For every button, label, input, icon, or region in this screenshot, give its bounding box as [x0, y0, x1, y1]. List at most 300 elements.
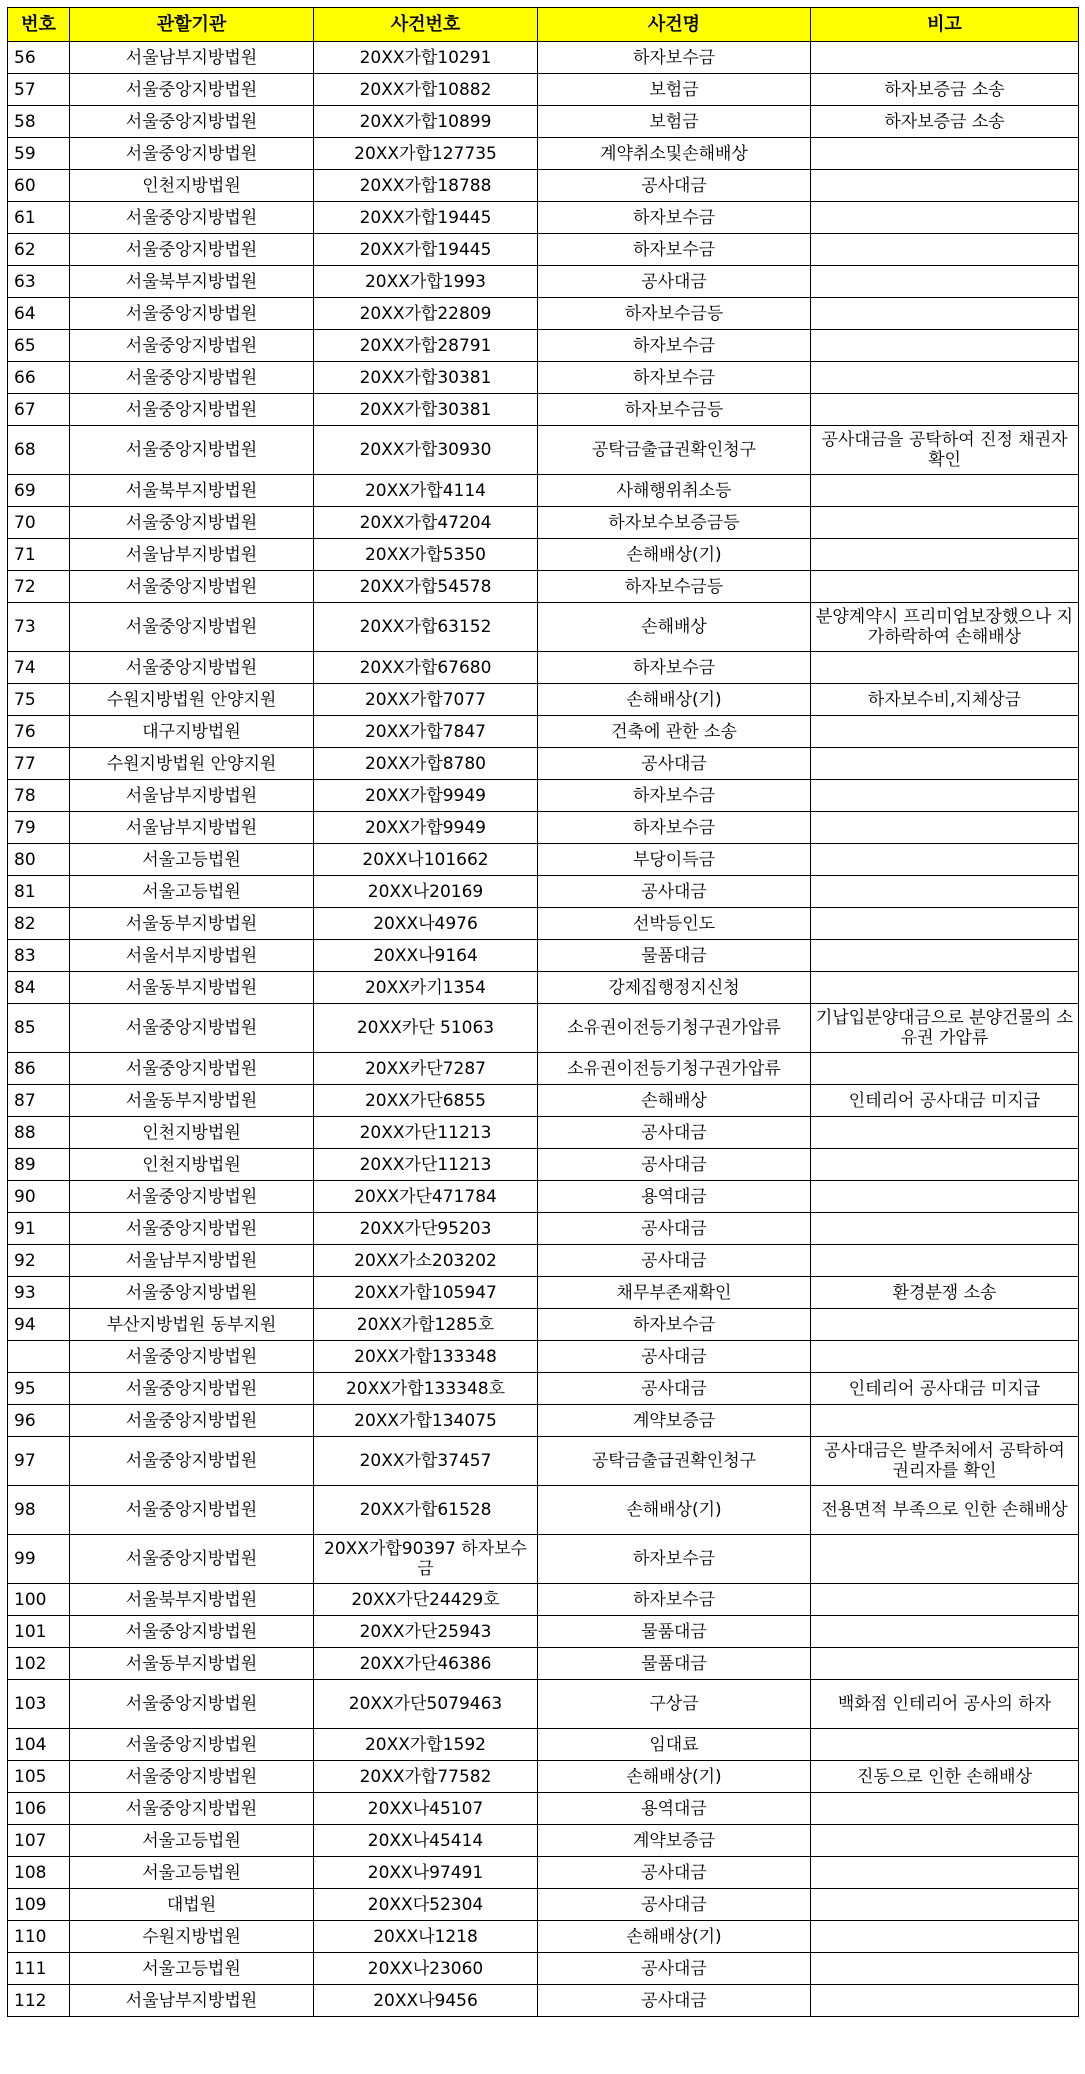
cell-note[interactable]: 하자보증금 소송 [811, 106, 1079, 138]
cell-case-name[interactable]: 손해배상(기) [538, 1761, 811, 1793]
cell-court[interactable]: 서울남부지방법원 [70, 539, 314, 571]
cell-case-no[interactable]: 20XX나97491 [314, 1857, 538, 1889]
table-row[interactable] [8, 266, 1079, 298]
cell-case-name[interactable]: 물품대금 [538, 1616, 811, 1648]
cell-case-name[interactable]: 손해배상(기) [538, 1921, 811, 1953]
cell-court[interactable]: 서울중앙지방법원 [70, 1486, 314, 1535]
table-row[interactable] [8, 716, 1079, 748]
cell-note[interactable] [811, 1889, 1079, 1921]
cell-no[interactable]: 95 [8, 1373, 70, 1405]
cell-case-no[interactable]: 20XX가합30930 [314, 426, 538, 475]
cell-case-name[interactable]: 하자보수금 [538, 362, 811, 394]
table-row[interactable] [8, 1616, 1079, 1648]
cell-no[interactable]: 85 [8, 1004, 70, 1053]
table-row[interactable] [8, 1729, 1079, 1761]
table-row[interactable] [8, 106, 1079, 138]
cell-court[interactable]: 서울남부지방법원 [70, 1245, 314, 1277]
cell-case-name[interactable]: 건축에 관한 소송 [538, 716, 811, 748]
cell-note[interactable]: 하자보증금 소송 [811, 74, 1079, 106]
cell-note[interactable] [811, 748, 1079, 780]
cell-no[interactable]: 83 [8, 940, 70, 972]
table-row[interactable] [8, 1857, 1079, 1889]
table-row[interactable] [8, 1405, 1079, 1437]
cell-case-name[interactable]: 공사대금 [538, 1889, 811, 1921]
cell-case-name[interactable]: 사해행위취소등 [538, 475, 811, 507]
table-row[interactable] [8, 1117, 1079, 1149]
cell-note[interactable]: 기납입분양대금으로 분양건물의 소유권 가압류 [811, 1004, 1079, 1053]
cell-court[interactable]: 서울북부지방법원 [70, 1584, 314, 1616]
cell-no[interactable]: 112 [8, 1985, 70, 2017]
cell-case-no[interactable]: 20XX가합9949 [314, 780, 538, 812]
cell-case-name[interactable]: 하자보수금 [538, 1535, 811, 1584]
cell-no[interactable]: 92 [8, 1245, 70, 1277]
table-row[interactable] [8, 74, 1079, 106]
cell-case-no[interactable]: 20XX가합1285호 [314, 1309, 538, 1341]
cell-note[interactable] [811, 1245, 1079, 1277]
table-row[interactable] [8, 362, 1079, 394]
cell-case-name[interactable]: 공사대금 [538, 170, 811, 202]
cell-note[interactable] [811, 1729, 1079, 1761]
cell-no[interactable]: 94 [8, 1309, 70, 1341]
cell-case-no[interactable]: 20XX가합1592 [314, 1729, 538, 1761]
table-row[interactable] [8, 234, 1079, 266]
table-row[interactable] [8, 1277, 1079, 1309]
cell-case-name[interactable]: 임대료 [538, 1729, 811, 1761]
cell-case-no[interactable]: 20XX가합28791 [314, 330, 538, 362]
cell-no[interactable]: 110 [8, 1921, 70, 1953]
cell-case-no[interactable]: 20XX가합37457 [314, 1437, 538, 1486]
cell-note[interactable] [811, 1648, 1079, 1680]
cell-court[interactable]: 서울중앙지방법원 [70, 362, 314, 394]
cell-case-no[interactable]: 20XX나4976 [314, 908, 538, 940]
cell-no[interactable]: 88 [8, 1117, 70, 1149]
cell-note[interactable] [811, 780, 1079, 812]
table-row[interactable] [8, 1373, 1079, 1405]
cell-case-no[interactable]: 20XX가단95203 [314, 1213, 538, 1245]
cell-case-name[interactable]: 계약보증금 [538, 1405, 811, 1437]
table-row[interactable] [8, 298, 1079, 330]
cell-case-name[interactable]: 공사대금 [538, 1857, 811, 1889]
cell-case-name[interactable]: 공사대금 [538, 1245, 811, 1277]
cell-no[interactable]: 70 [8, 507, 70, 539]
cell-no[interactable]: 68 [8, 426, 70, 475]
table-row[interactable] [8, 1584, 1079, 1616]
cell-no[interactable]: 72 [8, 571, 70, 603]
cell-court[interactable]: 서울남부지방법원 [70, 780, 314, 812]
cell-court[interactable]: 수원지방법원 안양지원 [70, 684, 314, 716]
cell-court[interactable]: 서울중앙지방법원 [70, 1004, 314, 1053]
cell-case-name[interactable]: 공사대금 [538, 1953, 811, 1985]
cell-court[interactable]: 서울중앙지방법원 [70, 507, 314, 539]
table-row[interactable] [8, 1149, 1079, 1181]
cell-case-no[interactable]: 20XX카단7287 [314, 1053, 538, 1085]
cell-court[interactable]: 서울고등법원 [70, 1953, 314, 1985]
cell-no[interactable]: 56 [8, 42, 70, 74]
cell-no[interactable]: 63 [8, 266, 70, 298]
cell-note[interactable] [811, 1149, 1079, 1181]
cell-case-name[interactable]: 손해배상 [538, 1085, 811, 1117]
table-row[interactable] [8, 876, 1079, 908]
cell-no[interactable]: 75 [8, 684, 70, 716]
cell-note[interactable] [811, 1921, 1079, 1953]
table-row[interactable] [8, 603, 1079, 652]
cell-case-name[interactable]: 하자보수금 [538, 812, 811, 844]
cell-case-no[interactable]: 20XX가합30381 [314, 362, 538, 394]
cell-case-no[interactable]: 20XX가단6855 [314, 1085, 538, 1117]
table-row[interactable] [8, 1085, 1079, 1117]
cell-note[interactable]: 공사대금은 발주처에서 공탁하여 권리자를 확인 [811, 1437, 1079, 1486]
cell-no[interactable]: 65 [8, 330, 70, 362]
cell-case-name[interactable]: 하자보수금등 [538, 298, 811, 330]
cell-case-name[interactable]: 하자보수보증금등 [538, 507, 811, 539]
cell-case-no[interactable]: 20XX나9456 [314, 1985, 538, 2017]
cell-note[interactable] [811, 170, 1079, 202]
cell-case-name[interactable]: 하자보수금 [538, 202, 811, 234]
cell-case-no[interactable]: 20XX가합4114 [314, 475, 538, 507]
cell-no[interactable]: 99 [8, 1535, 70, 1584]
cell-case-no[interactable]: 20XX가합67680 [314, 652, 538, 684]
cell-no[interactable]: 97 [8, 1437, 70, 1486]
cell-note[interactable] [811, 266, 1079, 298]
cell-note[interactable] [811, 972, 1079, 1004]
table-row[interactable] [8, 1793, 1079, 1825]
cell-case-no[interactable]: 20XX나1218 [314, 1921, 538, 1953]
table-row[interactable] [8, 812, 1079, 844]
cell-note[interactable] [811, 1341, 1079, 1373]
cell-case-no[interactable]: 20XX가소203202 [314, 1245, 538, 1277]
table-row[interactable] [8, 908, 1079, 940]
table-row[interactable] [8, 330, 1079, 362]
cell-case-no[interactable]: 20XX가단5079463 [314, 1680, 538, 1729]
cell-case-name[interactable]: 용역대금 [538, 1181, 811, 1213]
cell-case-name[interactable]: 하자보수금 [538, 1309, 811, 1341]
cell-note[interactable]: 인테리어 공사대금 미지급 [811, 1373, 1079, 1405]
cell-case-no[interactable]: 20XX가합105947 [314, 1277, 538, 1309]
cell-case-no[interactable]: 20XX가합10899 [314, 106, 538, 138]
cell-case-no[interactable]: 20XX가합134075 [314, 1405, 538, 1437]
cell-case-name[interactable]: 소유권이전등기청구권가압류 [538, 1053, 811, 1085]
cell-note[interactable]: 백화점 인테리어 공사의 하자 [811, 1680, 1079, 1729]
cell-court[interactable]: 서울중앙지방법원 [70, 1729, 314, 1761]
cell-case-name[interactable]: 공사대금 [538, 1117, 811, 1149]
cell-no[interactable]: 107 [8, 1825, 70, 1857]
table-row[interactable] [8, 426, 1079, 475]
cell-no[interactable]: 58 [8, 106, 70, 138]
cell-note[interactable] [811, 652, 1079, 684]
cell-note[interactable] [811, 42, 1079, 74]
cell-court[interactable]: 서울중앙지방법원 [70, 106, 314, 138]
cell-case-no[interactable]: 20XX나101662 [314, 844, 538, 876]
table-row[interactable] [8, 652, 1079, 684]
cell-note[interactable] [811, 202, 1079, 234]
cell-no[interactable]: 73 [8, 603, 70, 652]
cell-court[interactable]: 서울중앙지방법원 [70, 1341, 314, 1373]
table-row[interactable] [8, 170, 1079, 202]
cell-no[interactable]: 79 [8, 812, 70, 844]
cell-note[interactable] [811, 571, 1079, 603]
cell-no[interactable]: 74 [8, 652, 70, 684]
cell-note[interactable] [811, 1584, 1079, 1616]
cell-note[interactable] [811, 298, 1079, 330]
cell-case-no[interactable]: 20XX가합8780 [314, 748, 538, 780]
cell-note[interactable] [811, 716, 1079, 748]
cell-case-name[interactable]: 공사대금 [538, 1373, 811, 1405]
cell-case-name[interactable]: 계약취소및손해배상 [538, 138, 811, 170]
cell-note[interactable] [811, 1117, 1079, 1149]
cell-court[interactable]: 서울고등법원 [70, 1857, 314, 1889]
cell-note[interactable]: 인테리어 공사대금 미지급 [811, 1085, 1079, 1117]
cell-note[interactable] [811, 1309, 1079, 1341]
cell-case-no[interactable]: 20XX가단11213 [314, 1149, 538, 1181]
cell-case-no[interactable]: 20XX가합5350 [314, 539, 538, 571]
cell-case-no[interactable]: 20XX가합19445 [314, 234, 538, 266]
cell-case-name[interactable]: 공사대금 [538, 1341, 811, 1373]
cell-no[interactable]: 67 [8, 394, 70, 426]
cell-note[interactable] [811, 1053, 1079, 1085]
cell-case-name[interactable]: 부당이득금 [538, 844, 811, 876]
cell-case-name[interactable]: 하자보수금 [538, 652, 811, 684]
table-row[interactable] [8, 1486, 1079, 1535]
table-row[interactable] [8, 1535, 1079, 1584]
cell-case-no[interactable]: 20XX가합7077 [314, 684, 538, 716]
cell-case-no[interactable]: 20XX가단25943 [314, 1616, 538, 1648]
cell-note[interactable] [811, 1616, 1079, 1648]
table-row[interactable] [8, 1825, 1079, 1857]
cell-note[interactable] [811, 1405, 1079, 1437]
cell-note[interactable]: 하자보수비,지체상금 [811, 684, 1079, 716]
cell-note[interactable] [811, 234, 1079, 266]
cell-case-no[interactable]: 20XX나23060 [314, 1953, 538, 1985]
cell-court[interactable]: 서울중앙지방법원 [70, 74, 314, 106]
cell-case-name[interactable]: 강제집행정지신청 [538, 972, 811, 1004]
table-row[interactable] [8, 507, 1079, 539]
cell-note[interactable] [811, 539, 1079, 571]
cell-note[interactable] [811, 1953, 1079, 1985]
cell-note[interactable] [811, 1535, 1079, 1584]
cell-note[interactable] [811, 940, 1079, 972]
table-row[interactable] [8, 1889, 1079, 1921]
cell-case-name[interactable]: 손해배상(기) [538, 684, 811, 716]
cell-case-no[interactable]: 20XX가합54578 [314, 571, 538, 603]
cell-no[interactable]: 61 [8, 202, 70, 234]
cell-case-no[interactable]: 20XX가단46386 [314, 1648, 538, 1680]
cell-no[interactable]: 101 [8, 1616, 70, 1648]
cell-court[interactable]: 서울중앙지방법원 [70, 1793, 314, 1825]
cell-note[interactable] [811, 507, 1079, 539]
cell-no[interactable]: 71 [8, 539, 70, 571]
cell-case-no[interactable]: 20XX가단471784 [314, 1181, 538, 1213]
cell-no[interactable]: 80 [8, 844, 70, 876]
cell-no[interactable]: 76 [8, 716, 70, 748]
cell-note[interactable] [811, 362, 1079, 394]
cell-court[interactable]: 대구지방법원 [70, 716, 314, 748]
cell-note[interactable]: 공사대금을 공탁하여 진정 채권자 확인 [811, 426, 1079, 475]
cell-case-name[interactable]: 하자보수금 [538, 330, 811, 362]
cell-no[interactable]: 62 [8, 234, 70, 266]
cell-court[interactable]: 서울중앙지방법원 [70, 330, 314, 362]
table-row[interactable] [8, 1213, 1079, 1245]
cell-court[interactable]: 서울중앙지방법원 [70, 652, 314, 684]
table-row[interactable] [8, 1761, 1079, 1793]
cell-case-no[interactable]: 20XX가합47204 [314, 507, 538, 539]
cell-court[interactable]: 서울고등법원 [70, 1825, 314, 1857]
table-row[interactable] [8, 1953, 1079, 1985]
cell-court[interactable]: 서울중앙지방법원 [70, 571, 314, 603]
cell-case-no[interactable]: 20XX가합133348호 [314, 1373, 538, 1405]
cell-case-no[interactable]: 20XX가합30381 [314, 394, 538, 426]
cell-case-name[interactable]: 물품대금 [538, 940, 811, 972]
cell-no[interactable]: 102 [8, 1648, 70, 1680]
cell-case-name[interactable]: 하자보수금등 [538, 394, 811, 426]
table-row[interactable] [8, 394, 1079, 426]
cell-case-name[interactable]: 공탁금출급권확인청구 [538, 1437, 811, 1486]
cell-court[interactable]: 서울중앙지방법원 [70, 1761, 314, 1793]
cell-note[interactable]: 진동으로 인한 손해배상 [811, 1761, 1079, 1793]
cell-court[interactable]: 부산지방법원 동부지원 [70, 1309, 314, 1341]
cell-case-no[interactable]: 20XX가합18788 [314, 170, 538, 202]
cell-case-no[interactable]: 20XX가단24429호 [314, 1584, 538, 1616]
cell-no[interactable]: 89 [8, 1149, 70, 1181]
cell-case-no[interactable]: 20XX나45414 [314, 1825, 538, 1857]
cell-no[interactable]: 106 [8, 1793, 70, 1825]
cell-case-name[interactable]: 공사대금 [538, 1213, 811, 1245]
table-row[interactable] [8, 1648, 1079, 1680]
cell-case-no[interactable]: 20XX가합1993 [314, 266, 538, 298]
cell-no[interactable]: 104 [8, 1729, 70, 1761]
cell-court[interactable]: 서울중앙지방법원 [70, 1535, 314, 1584]
cell-court[interactable]: 서울중앙지방법원 [70, 202, 314, 234]
cell-no[interactable]: 103 [8, 1680, 70, 1729]
cell-court[interactable]: 서울중앙지방법원 [70, 1053, 314, 1085]
cell-case-no[interactable]: 20XX다52304 [314, 1889, 538, 1921]
cell-case-name[interactable]: 공사대금 [538, 1985, 811, 2017]
cell-court[interactable]: 서울북부지방법원 [70, 266, 314, 298]
cell-case-no[interactable]: 20XX가합63152 [314, 603, 538, 652]
cell-court[interactable]: 인천지방법원 [70, 1117, 314, 1149]
cell-court[interactable]: 서울남부지방법원 [70, 812, 314, 844]
cell-case-name[interactable]: 공사대금 [538, 1149, 811, 1181]
cell-no[interactable]: 78 [8, 780, 70, 812]
cell-no[interactable]: 111 [8, 1953, 70, 1985]
cell-court[interactable]: 서울중앙지방법원 [70, 1373, 314, 1405]
cell-court[interactable]: 서울동부지방법원 [70, 1085, 314, 1117]
cell-note[interactable]: 환경분쟁 소송 [811, 1277, 1079, 1309]
cell-court[interactable]: 서울중앙지방법원 [70, 1680, 314, 1729]
table-row[interactable] [8, 684, 1079, 716]
cell-note[interactable] [811, 812, 1079, 844]
table-row[interactable] [8, 1921, 1079, 1953]
cell-case-name[interactable]: 손해배상 [538, 603, 811, 652]
cell-note[interactable] [811, 138, 1079, 170]
table-row[interactable] [8, 1004, 1079, 1053]
cell-case-name[interactable]: 손해배상(기) [538, 539, 811, 571]
cell-no[interactable]: 96 [8, 1405, 70, 1437]
cell-case-name[interactable]: 구상금 [538, 1680, 811, 1729]
cell-court[interactable]: 인천지방법원 [70, 1149, 314, 1181]
table-row[interactable] [8, 475, 1079, 507]
cell-case-no[interactable]: 20XX가합90397 하자보수금 [314, 1535, 538, 1584]
cell-note[interactable] [811, 1985, 1079, 2017]
cell-note[interactable] [811, 1793, 1079, 1825]
table-row[interactable] [8, 1341, 1079, 1373]
cell-court[interactable]: 서울중앙지방법원 [70, 426, 314, 475]
cell-no[interactable]: 66 [8, 362, 70, 394]
cell-case-name[interactable]: 공사대금 [538, 748, 811, 780]
cell-case-no[interactable]: 20XX나20169 [314, 876, 538, 908]
cell-case-no[interactable]: 20XX가합9949 [314, 812, 538, 844]
cell-no[interactable]: 90 [8, 1181, 70, 1213]
cell-case-name[interactable]: 채무부존재확인 [538, 1277, 811, 1309]
cell-case-name[interactable]: 하자보수금등 [538, 571, 811, 603]
cell-court[interactable]: 서울중앙지방법원 [70, 1181, 314, 1213]
cell-no[interactable]: 98 [8, 1486, 70, 1535]
cell-court[interactable]: 서울중앙지방법원 [70, 603, 314, 652]
cell-case-name[interactable]: 선박등인도 [538, 908, 811, 940]
cell-no[interactable]: 81 [8, 876, 70, 908]
cell-no[interactable]: 60 [8, 170, 70, 202]
cell-note[interactable] [811, 330, 1079, 362]
cell-court[interactable]: 서울중앙지방법원 [70, 1616, 314, 1648]
cell-no[interactable]: 57 [8, 74, 70, 106]
cell-case-no[interactable]: 20XX가단11213 [314, 1117, 538, 1149]
cell-case-no[interactable]: 20XX가합22809 [314, 298, 538, 330]
table-row[interactable] [8, 1053, 1079, 1085]
cell-case-no[interactable]: 20XX카기1354 [314, 972, 538, 1004]
cell-case-name[interactable]: 소유권이전등기청구권가압류 [538, 1004, 811, 1053]
cell-court[interactable]: 서울동부지방법원 [70, 908, 314, 940]
cell-no[interactable]: 64 [8, 298, 70, 330]
table-row[interactable] [8, 1985, 1079, 2017]
cell-court[interactable]: 서울북부지방법원 [70, 475, 314, 507]
cell-case-no[interactable]: 20XX가합77582 [314, 1761, 538, 1793]
cell-note[interactable]: 전용면적 부족으로 인한 손해배상 [811, 1486, 1079, 1535]
cell-no[interactable]: 77 [8, 748, 70, 780]
table-row[interactable] [8, 571, 1079, 603]
cell-court[interactable]: 서울남부지방법원 [70, 1985, 314, 2017]
cell-court[interactable]: 인천지방법원 [70, 170, 314, 202]
cell-court[interactable]: 서울서부지방법원 [70, 940, 314, 972]
table-row[interactable] [8, 1309, 1079, 1341]
table-row[interactable] [8, 940, 1079, 972]
cell-court[interactable]: 서울고등법원 [70, 844, 314, 876]
table-row[interactable] [8, 138, 1079, 170]
cell-court[interactable]: 서울고등법원 [70, 876, 314, 908]
cell-note[interactable] [811, 908, 1079, 940]
cell-case-name[interactable]: 손해배상(기) [538, 1486, 811, 1535]
table-row[interactable] [8, 780, 1079, 812]
cell-court[interactable]: 서울동부지방법원 [70, 1648, 314, 1680]
cell-note[interactable] [811, 1213, 1079, 1245]
cell-note[interactable] [811, 844, 1079, 876]
cell-court[interactable]: 서울중앙지방법원 [70, 1277, 314, 1309]
cell-court[interactable]: 서울중앙지방법원 [70, 1213, 314, 1245]
cell-case-name[interactable]: 물품대금 [538, 1648, 811, 1680]
cell-court[interactable]: 서울중앙지방법원 [70, 394, 314, 426]
cell-case-no[interactable]: 20XX가합133348 [314, 1341, 538, 1373]
cell-case-no[interactable]: 20XX가합10882 [314, 74, 538, 106]
cell-court[interactable]: 서울남부지방법원 [70, 42, 314, 74]
cell-no[interactable]: 109 [8, 1889, 70, 1921]
cell-case-name[interactable]: 하자보수금 [538, 780, 811, 812]
cell-case-name[interactable]: 공탁금출급권확인청구 [538, 426, 811, 475]
cell-court[interactable]: 서울동부지방법원 [70, 972, 314, 1004]
cell-case-no[interactable]: 20XX나9164 [314, 940, 538, 972]
cell-case-no[interactable]: 20XX나45107 [314, 1793, 538, 1825]
cell-case-name[interactable]: 하자보수금 [538, 234, 811, 266]
cell-note[interactable]: 분양계약시 프리미엄보장했으나 지가하락하여 손해배상 [811, 603, 1079, 652]
cell-court[interactable]: 서울중앙지방법원 [70, 234, 314, 266]
cell-case-name[interactable]: 용역대금 [538, 1793, 811, 1825]
